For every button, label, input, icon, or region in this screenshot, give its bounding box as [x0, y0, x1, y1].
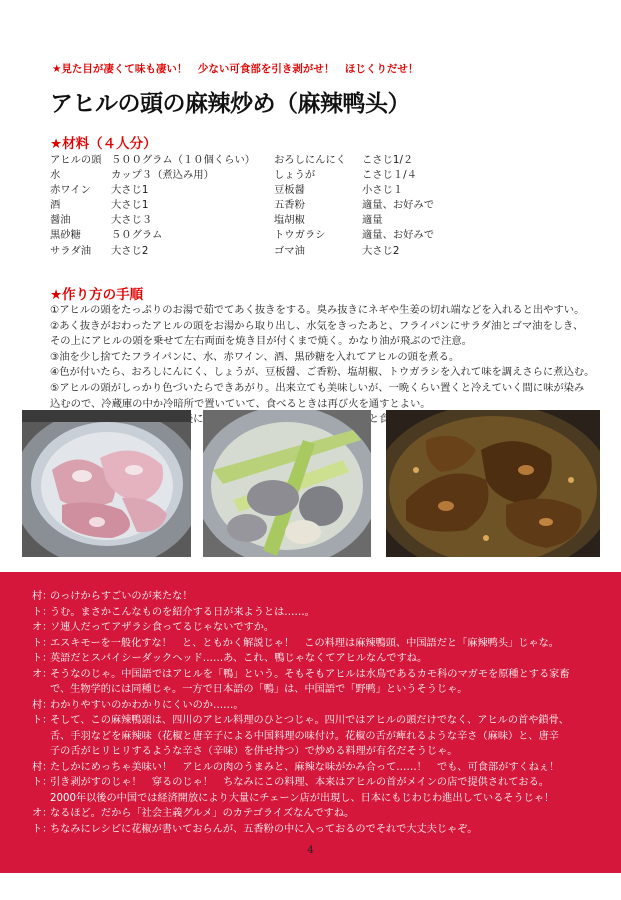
- dialogue-line: [32, 713, 592, 729]
- ingredients-heading: ★材料（４人分）: [50, 136, 157, 152]
- ingredient-row: [274, 228, 434, 243]
- ingredient-amount: 適量、お好みで: [362, 229, 435, 242]
- dialogue-text: エスキモーを一般化すな！ と、ともかく解説じゃ！ この料理は麻辣鴨頭、中国語だと「麻辣鸭头」じゃな。: [50, 637, 559, 649]
- dialogue-line: [32, 589, 592, 605]
- dialogue-text: うむ。まさかこんなものを紹介する日が来ようとは……。: [50, 606, 315, 618]
- speaker-label: ト：: [32, 823, 53, 835]
- ingredient-row: [274, 213, 434, 228]
- dialogue-continuation: 2000年以後の中国では経済開放により大量にチェーン店が出現し、日本にもじわじわ進出しているそうじゃ！: [50, 792, 555, 804]
- ingredient-row: [50, 244, 255, 259]
- speaker-label: 村：: [32, 591, 53, 602]
- speaker-label: ト：: [32, 653, 53, 664]
- ingredient-name: 黒砂糖: [50, 229, 81, 242]
- ingredient-name: しょうが: [274, 169, 316, 182]
- ingredient-row: [274, 198, 434, 213]
- ingredient-row: [274, 153, 434, 168]
- speaker-label: オ：: [32, 668, 53, 680]
- ingredient-row: [274, 168, 434, 183]
- method-step: 込むので、冷蔵庫の中か冷暗所で置いていて、食べるときは再び火を通すとよい。: [50, 397, 431, 410]
- photo-boiling-heads: [22, 410, 191, 557]
- dialogue-text: そうなのじゃ。中国語ではアヒルを「鴨」という。そもそもアヒルは水鳥であるカモ科のマガモを原種とする家畜: [50, 668, 570, 680]
- method-step: ②あく抜きがおわったアヒルの頭をお湯から取り出し、水気をきったあと、フライパンにサラダ油とゴマ油をしき、: [50, 319, 584, 332]
- ingredient-row: [274, 183, 434, 198]
- method-step: ⑤アヒルの頭がしっかり色づいたらできあがり。出来立ても美味しいが、一晩くらい置くと冷えていく間に味が染み: [50, 381, 585, 394]
- dialogue-text: たしかにめっちゃ美味い！ アヒルの肉のうまみと、麻辣な味がかみ合って……！ でも、可食部がすくねぇ！: [50, 761, 560, 773]
- ingredient-amount: カップ３（煮込み用）: [111, 169, 214, 182]
- speaker-label: ト：: [32, 637, 53, 649]
- ingredient-amount: こさじ1/２: [362, 154, 414, 166]
- dialogue-text: 引き剥がすのじゃ！ 穿るのじゃ！ ちなみにこの料理、本来はアヒルの首がメインの店で提供されておる。: [50, 777, 549, 788]
- ingredient-name: アヒルの頭: [50, 154, 102, 166]
- ingredient-row: [50, 213, 255, 228]
- ingredient-amount: こさじ１/４: [362, 169, 417, 182]
- page-title: アヒルの頭の麻辣炒め（麻辣鸭头）: [50, 90, 410, 117]
- ingredient-amount: 大さじ2: [111, 244, 149, 257]
- dialogue-line: [32, 775, 592, 791]
- speaker-label: 村：: [32, 761, 53, 773]
- ingredient-name: おろしにんにく: [274, 154, 347, 166]
- dialogue-lines: [32, 589, 592, 837]
- ingredient-name: ゴマ油: [274, 244, 305, 257]
- dialogue-text: ちなみにレシピに花椒が書いておらんが、五香粉の中に入っておるのでそれで大丈夫じゃぞ。: [50, 823, 478, 835]
- ingredient-name: 赤ワイン: [50, 184, 91, 197]
- dialogue-continuation: 子の舌がヒリヒリするような辛さ（辛味）を併せ持つ）で炒める料理が有名だそうじゃ。: [50, 746, 458, 757]
- method-step: その上にアヒルの頭を乗せて左右両面を焼き目が付くまで焼く。かなり油が飛ぶので注意。: [50, 335, 472, 348]
- ingredient-amount: ５０グラム: [111, 229, 163, 242]
- dialogue-line: [32, 822, 592, 838]
- method-heading: ★作り方の手順: [50, 287, 144, 303]
- speaker-label: ト：: [32, 715, 53, 726]
- dialogue-continuation: 舌、手羽などを麻辣味（花椒と唐辛子による中国料理の味付け。花椒の舌が痺れるような辛さ（麻味）と、唐辛: [50, 730, 559, 742]
- ingredient-row: [50, 228, 255, 243]
- dialogue-text: わかりやすいのかわかりにくいのか……。: [50, 699, 244, 711]
- ingredient-amount: 適量、お好みで: [362, 199, 435, 212]
- dialogue-line: [32, 760, 592, 776]
- speaker-label: オ：: [32, 808, 53, 819]
- ingredient-name: サラダ油: [50, 244, 92, 257]
- dialogue-text: そして、この麻辣鴨頭は、四川のアヒル料理のひとつじゃ。四川ではアヒルの頭だけでなく、アヒルの首や鎖骨、: [50, 715, 569, 726]
- dialogue-line: [32, 698, 592, 714]
- ingredient-name: 水: [50, 169, 61, 182]
- ingredients-right-column: [274, 153, 434, 259]
- ingredient-name: 豆板醤: [274, 184, 305, 197]
- dialogue-text: のっけからすごいのが来たな！: [50, 591, 193, 602]
- tagline: ★見た目が凄くて味も凄い！ 少ない可食部を引き剥がせ！ ほじくりだせ！: [52, 63, 419, 75]
- ingredient-row: [50, 168, 255, 183]
- ingredient-amount: 大さじ1: [111, 199, 149, 212]
- ingredient-amount: ５００グラム（１０個くらい）: [111, 154, 256, 166]
- ingredient-row: [50, 198, 255, 213]
- ingredient-amount: 大さじ2: [362, 244, 400, 257]
- ingredient-name: 酒: [50, 199, 61, 212]
- ingredient-name: 塩胡椒: [274, 214, 305, 227]
- method-step: ④色が付いたら、おろしにんにく、しょうが、豆板醤、ご香粉、塩胡椒、トウガラシを入れて味を調えさらに煮込む。: [50, 366, 595, 379]
- dialogue-line: [32, 806, 592, 822]
- dialogue-text: ソ連人だってアザラシ食ってるじゃないですか。: [50, 622, 275, 633]
- dialogue-line: [32, 667, 592, 683]
- ingredients-left-column: [50, 153, 255, 259]
- ingredient-name: 五香粉: [274, 199, 305, 212]
- ingredient-amount: 小さじ１: [362, 184, 404, 197]
- ingredient-row: [50, 183, 255, 198]
- ingredient-amount: 大さじ1: [111, 184, 149, 197]
- method-step: ③油を少し捨てたフライパンに、水、赤ワイン、酒、黒砂糖を入れてアヒルの頭を煮る。: [50, 350, 460, 363]
- dialogue-text: 英語だとスパイシーダックヘッド……あ、これ、鴨じゃなくてアヒルなんですね。: [50, 653, 428, 664]
- speaker-label: オ：: [32, 622, 53, 633]
- ingredient-amount: 大さじ３: [111, 214, 153, 227]
- method-step: ①アヒルの頭をたっぷりのお湯で茹でてあく抜きをする。臭み抜きにネギや生姜の切れ端などを入れると出やすい。: [50, 304, 585, 316]
- dialogue-text: なるほど。だから「社会主義グルメ」のカテゴライズなんですね。: [50, 808, 355, 819]
- ingredient-row: [274, 244, 434, 259]
- page-number: 4: [307, 845, 314, 856]
- speaker-label: ト：: [32, 606, 53, 618]
- dialogue-line: [32, 636, 592, 652]
- ingredient-amount: 適量: [362, 214, 383, 227]
- dialogue-line: [32, 605, 592, 621]
- ingredient-row: [50, 153, 255, 168]
- ingredient-name: 醤油: [50, 214, 71, 227]
- speaker-label: 村：: [32, 699, 53, 711]
- dialogue-continuation: で、生物学的には同種じゃ。一方で日本語の「鴨」は、中国語で「野鸭」というそうじゃ。: [50, 684, 468, 695]
- ingredient-name: トウガラシ: [274, 229, 326, 242]
- photo-braised-heads: [386, 410, 600, 557]
- photo-parboil-with-leeks: [203, 410, 371, 557]
- speaker-label: ト：: [32, 777, 53, 788]
- dialogue-line: [32, 651, 592, 667]
- dialogue-line: [32, 620, 592, 636]
